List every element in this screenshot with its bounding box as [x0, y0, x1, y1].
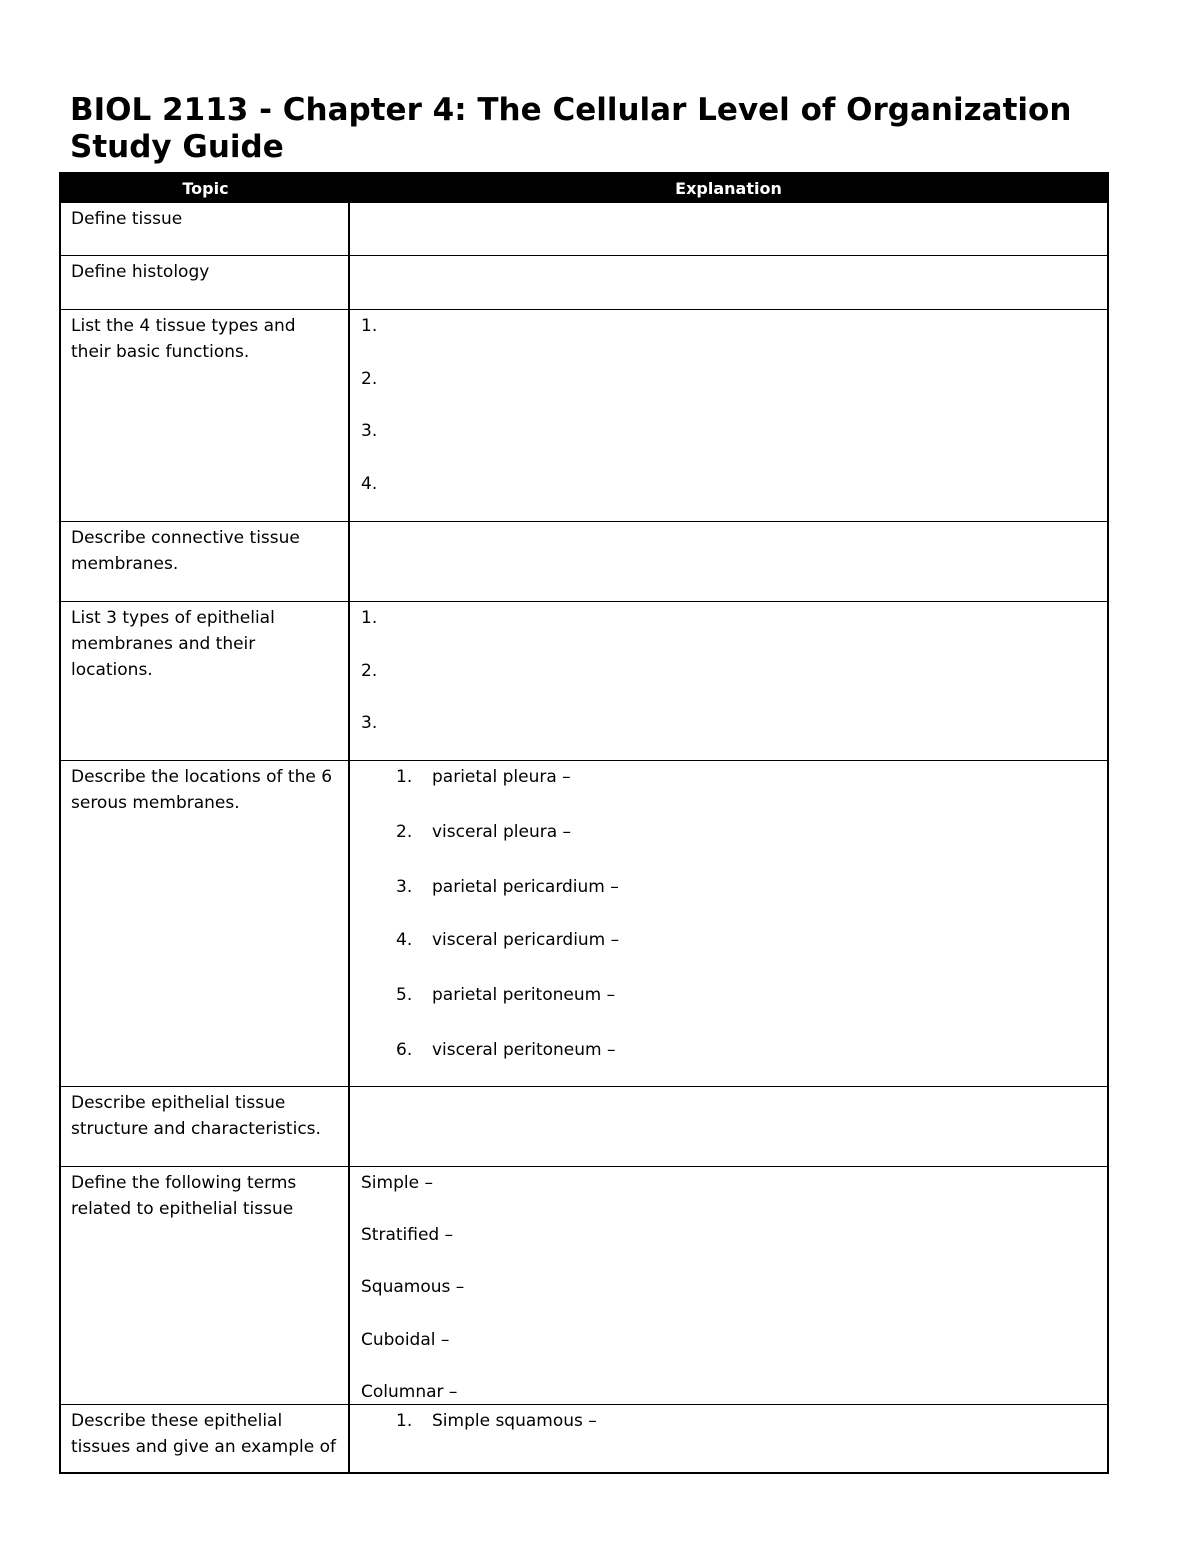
explanation-cell[interactable]	[350, 256, 1107, 309]
study-guide-table	[59, 172, 1109, 1474]
term-item: Cuboidal –	[361, 1330, 450, 1350]
list-item: 4.	[361, 474, 378, 494]
table-row	[61, 521, 1107, 601]
topic-cell: Define tissue	[61, 203, 350, 255]
explanation-cell[interactable]	[350, 522, 1107, 601]
topic-cell: Define histology	[61, 256, 350, 309]
list-item: 5. parietal peritoneum –	[396, 985, 616, 1005]
list-item: 4. visceral pericardium –	[396, 930, 620, 950]
term-item: Stratified –	[361, 1225, 454, 1245]
topic-cell: Describe connective tissue membranes.	[61, 522, 350, 601]
topic-cell: List 3 types of epithelial membranes and their locations.	[61, 602, 350, 760]
explanation-cell[interactable]	[350, 1405, 1107, 1472]
topic-cell: Define the following terms related to epithelial tissue	[61, 1167, 350, 1404]
topic-cell: List the 4 tissue types and their basic functions.	[61, 310, 350, 521]
explanation-cell[interactable]	[350, 602, 1107, 760]
explanation-cell[interactable]	[350, 761, 1107, 1086]
page-title: BIOL 2113 - Chapter 4: The Cellular Level of Organization Study Guide	[70, 92, 1072, 165]
explanation-cell[interactable]	[350, 1167, 1107, 1404]
list-item: 3. parietal pericardium –	[396, 877, 619, 897]
list-item: 2.	[361, 369, 378, 389]
list-item: 1.	[361, 316, 378, 336]
topic-cell: Describe the locations of the 6 serous membranes.	[61, 761, 350, 1086]
list-item: 2. visceral pleura –	[396, 822, 572, 842]
list-item: 1.	[361, 608, 378, 628]
list-item: 2.	[361, 661, 378, 681]
table-row	[61, 255, 1107, 309]
list-item: 1. Simple squamous –	[396, 1411, 597, 1431]
header-explanation: Explanation	[675, 178, 782, 198]
header-topic: Topic	[182, 178, 229, 198]
list-item: 3.	[361, 713, 378, 733]
table-row	[61, 202, 1107, 255]
list-item: 3.	[361, 421, 378, 441]
table-header	[61, 174, 1107, 202]
explanation-cell[interactable]	[350, 310, 1107, 521]
term-item: Squamous –	[361, 1277, 465, 1297]
topic-cell: Describe these epithelial tissues and give an example of	[61, 1405, 350, 1472]
table-row	[61, 760, 1107, 1086]
explanation-cell[interactable]	[350, 1087, 1107, 1166]
table-row	[61, 601, 1107, 760]
table-row	[61, 1166, 1107, 1404]
table-row	[61, 1404, 1107, 1472]
table-row	[61, 309, 1107, 521]
term-item: Columnar –	[361, 1382, 458, 1402]
explanation-cell[interactable]	[350, 203, 1107, 255]
list-item: 1. parietal pleura –	[396, 767, 571, 787]
topic-cell: Describe epithelial tissue structure and characteristics.	[61, 1087, 350, 1166]
term-item: Simple –	[361, 1173, 433, 1193]
list-item: 6. visceral peritoneum –	[396, 1040, 616, 1060]
table-row	[61, 1086, 1107, 1166]
